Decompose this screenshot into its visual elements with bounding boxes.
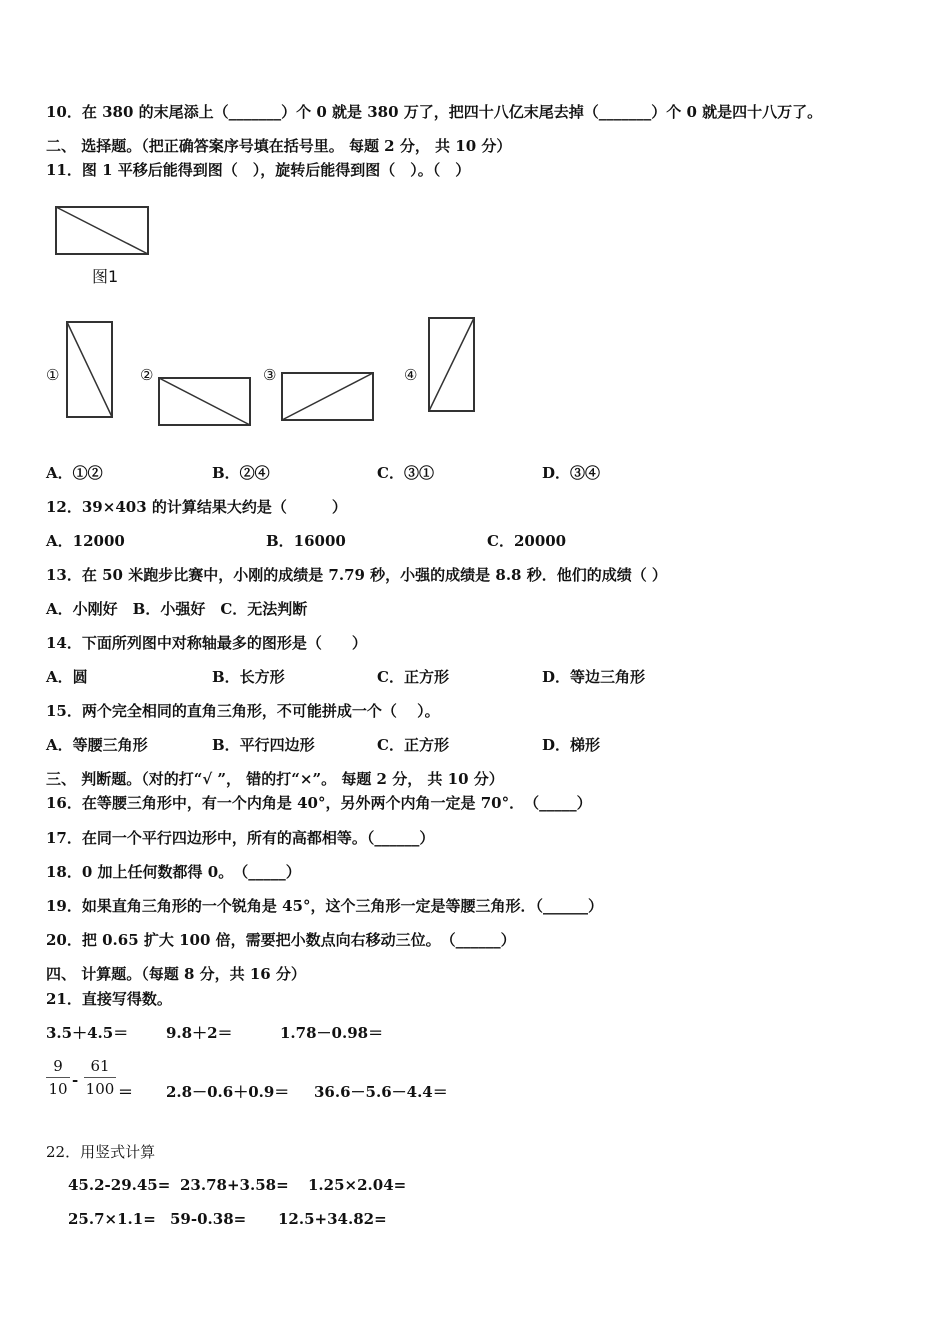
figure-1-rectangle	[55, 206, 151, 256]
fraction-numerator: 61	[90, 1057, 110, 1075]
question-14: 14．下面所列图中对称轴最多的图形是（ ）	[46, 634, 367, 652]
q11-option-b: B．②④	[212, 464, 270, 482]
figure-1-caption: 图1	[92, 267, 119, 286]
q15-option-c: C．正方形	[377, 736, 449, 754]
figure-option-1	[66, 321, 115, 420]
fraction-bar	[84, 1077, 116, 1078]
q21-expr-1: 3.5＋4.5＝	[46, 1024, 129, 1042]
q11-option-a: A．①②	[46, 464, 103, 482]
q22-expr-6: 12.5+34.82=	[278, 1210, 387, 1228]
q11-option-d: D．③④	[542, 464, 601, 482]
q22-expr-3: 1.25×2.04=	[308, 1176, 407, 1194]
fraction-numerator: 9	[53, 1057, 63, 1075]
q21-expr-6: 36.6－5.6－4.4＝	[314, 1083, 448, 1101]
section-3-heading: 三、 判断题。（对的打“√ ”， 错的打“×”。 每题 2 分， 共 10 分）	[46, 770, 504, 788]
fraction-denominator: 10	[48, 1080, 68, 1098]
question-19: 19．如果直角三角形的一个锐角是 45°，这个三角形一定是等腰三角形．（______）	[46, 897, 603, 915]
fraction-minus: -	[72, 1071, 79, 1089]
question-18: 18．0 加上任何数都得 0。 （_____）	[46, 863, 301, 881]
question-12: 12．39×403 的计算结果大约是（ ）	[46, 498, 347, 516]
q22-expr-2: 23.78+3.58=	[180, 1176, 289, 1194]
figure-option-4	[428, 317, 477, 414]
fraction-9-10	[46, 1056, 70, 1099]
q21-expr-2: 9.8＋2＝	[166, 1024, 233, 1042]
q13-options: A．小刚好 B．小强好 C．无法判断	[46, 600, 308, 618]
fraction-equals: ＝	[118, 1083, 134, 1101]
q14-option-c: C．正方形	[377, 668, 449, 686]
question-10: 10．在 380 的末尾添上（_______）个 0 就是 380 万了，把四十八亿末尾去掉（_______）个 0 就是四十八万了。	[46, 103, 823, 121]
q14-option-a: A．圆	[46, 668, 88, 686]
q12-option-a: A．12000	[46, 532, 125, 550]
q15-option-b: B．平行四边形	[212, 736, 315, 754]
question-17: 17．在同一个平行四边形中，所有的高都相等。（______）	[46, 829, 435, 847]
q22-expr-1: 45.2-29.45=	[68, 1176, 171, 1194]
q14-option-d: D．等边三角形	[542, 668, 646, 686]
fraction-61-100	[84, 1056, 116, 1099]
question-21: 21．直接写得数。	[46, 990, 172, 1008]
question-15: 15．两个完全相同的直角三角形，不可能拼成一个（ ）。	[46, 702, 440, 720]
q21-expr-3: 1.78－0.98＝	[280, 1024, 384, 1042]
question-20: 20．把 0.65 扩大 100 倍，需要把小数点向右移动三位。 （______）	[46, 931, 516, 949]
q15-option-a: A．等腰三角形	[46, 736, 148, 754]
fraction-bar	[46, 1077, 70, 1078]
figure-option-3	[281, 372, 376, 423]
figure-label-4: ④	[404, 366, 418, 384]
section-2-heading: 二、 选择题。（把正确答案序号填在括号里。 每题 2 分， 共 10 分）	[46, 137, 512, 155]
q12-option-c: C．20000	[487, 532, 567, 550]
q22-expr-5: 59-0.38=	[170, 1210, 247, 1228]
q14-option-b: B．长方形	[212, 668, 285, 686]
figure-option-2	[158, 377, 253, 428]
q12-option-b: B．16000	[266, 532, 346, 550]
question-22: 22．用竖式计算	[46, 1143, 156, 1161]
question-13: 13．在 50 米跑步比赛中，小刚的成绩是 7.79 秒，小强的成绩是 8.8 秒．他们的成绩（ ）	[46, 566, 667, 584]
question-11: 11．图 1 平移后能得到图（ ），旋转后能得到图（ ）。（ ）	[46, 161, 471, 179]
section-4-heading: 四、 计算题。（每题 8 分，共 16 分）	[46, 965, 306, 983]
figure-label-3: ③	[263, 366, 277, 384]
figure-label-2: ②	[140, 366, 154, 384]
q22-expr-4: 25.7×1.1=	[68, 1210, 156, 1228]
fraction-denominator: 100	[85, 1080, 115, 1098]
question-16: 16．在等腰三角形中，有一个内角是 40°，另外两个内角一定是 70°． （_____）	[46, 794, 592, 812]
q11-option-c: C．③①	[377, 464, 434, 482]
figure-label-1: ①	[46, 366, 60, 384]
q15-option-d: D．梯形	[542, 736, 601, 754]
q21-expr-5: 2.8－0.6＋0.9＝	[166, 1083, 290, 1101]
